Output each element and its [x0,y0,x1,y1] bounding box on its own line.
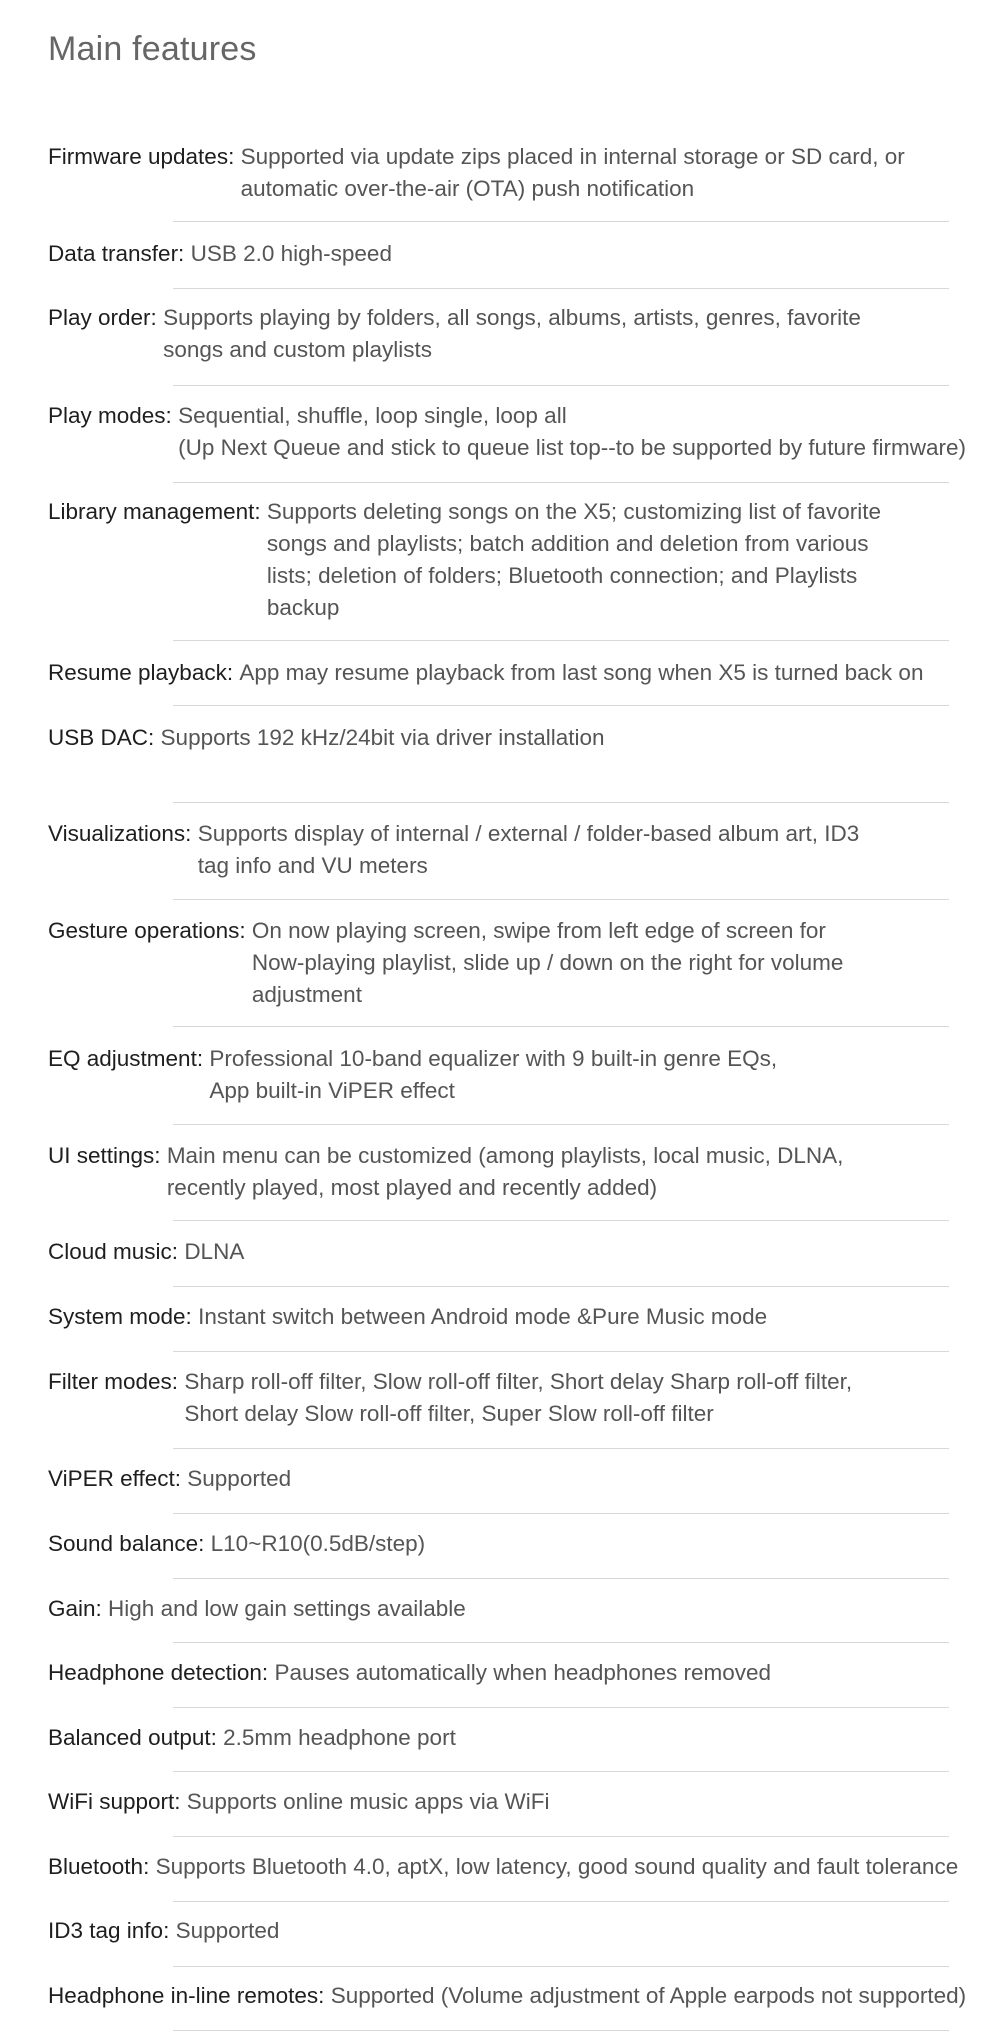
feature-label: Play order: [48,305,157,330]
feature-value-line: songs and custom playlists [163,337,432,362]
divider [173,802,949,803]
feature-label: Cloud music: [48,1239,179,1264]
divider [173,1836,949,1837]
feature-label: ID3 tag info: [48,1918,170,1943]
feature-label: Library management: [48,499,261,524]
feature-label: Firmware updates: [48,144,235,169]
feature-label: Gesture operations: [48,918,246,943]
feature-item [48,400,988,464]
feature-value-line: Sharp roll-off filter, Slow roll-off filter, Short delay Sharp roll-off filter, [184,1369,853,1394]
feature-item [48,1140,988,1204]
feature-value-line: Main menu can be customized (among playlists, local music, DLNA, [166,1143,844,1168]
feature-item [48,141,988,205]
feature-value-line: Sequential, shuffle, loop single, loop all [178,403,567,428]
feature-label: Data transfer: [48,241,185,266]
feature-label: Resume playback: [48,660,234,685]
feature-value-line: recently played, most played and recently added) [166,1175,658,1200]
divider [173,899,949,900]
divider [173,385,949,386]
feature-value-line: USB 2.0 high-speed [190,241,392,266]
feature-item [48,1043,988,1107]
divider [173,1286,949,1287]
feature-item [48,915,988,1011]
feature-item [48,1722,988,1754]
feature-value-line: Supports Bluetooth 4.0, aptX, low latency, good sound quality and fault tolerance [155,1854,959,1879]
divider [173,640,949,641]
feature-value-line: Instant switch between Android mode &Pure Music mode [198,1304,768,1329]
feature-value-line: DLNA [184,1239,245,1264]
feature-value-line: adjustment [251,982,362,1007]
feature-value-line: Now-playing playlist, slide up / down on the right for volume [251,950,844,975]
divider [173,1124,949,1125]
divider [173,1513,949,1514]
feature-item [48,1593,988,1625]
divider [173,221,949,222]
feature-item [48,818,988,882]
feature-value-line: (Up Next Queue and stick to queue list top--to be supported by future firmware) [178,435,966,460]
divider [173,1707,949,1708]
divider [173,705,949,706]
feature-label: Visualizations: [48,821,192,846]
feature-value-line: App may resume playback from last song when X5 is turned back on [239,660,924,685]
feature-item [48,1980,988,2012]
feature-value-line: songs and playlists; batch addition and deletion from various [266,531,869,556]
divider [173,2030,949,2031]
feature-label: UI settings: [48,1143,161,1168]
feature-value-line: Short delay Slow roll-off filter, Super Slow roll-off filter [184,1401,714,1426]
feature-value-line: automatic over-the-air (OTA) push notification [240,176,695,201]
feature-item [48,1236,988,1268]
feature-value-line: Supported [187,1466,292,1491]
divider [173,1966,949,1967]
divider [173,1220,949,1221]
feature-value-line: L10~R10(0.5dB/step) [210,1531,426,1556]
feature-item [48,1915,988,1947]
feature-label: Bluetooth: [48,1854,150,1879]
feature-item [48,1528,988,1560]
divider [173,288,949,289]
divider [173,1351,949,1352]
feature-label: WiFi support: [48,1789,181,1814]
feature-item [48,1851,988,1883]
feature-item [48,1463,988,1495]
feature-value-line: App built-in ViPER effect [209,1078,455,1103]
feature-item [48,722,988,754]
feature-value-line: Supported via update zips placed in internal storage or SD card, or [240,144,905,169]
feature-value-line: 2.5mm headphone port [223,1725,456,1750]
feature-value-line: Supports deleting songs on the X5; customizing list of favorite [266,499,881,524]
page-title: Main features [48,30,257,68]
feature-value-line: Supports online music apps via WiFi [186,1789,550,1814]
feature-label: Filter modes: [48,1369,179,1394]
feature-value-line: tag info and VU meters [197,853,428,878]
feature-label: EQ adjustment: [48,1046,204,1071]
feature-value-line: Supports 192 kHz/24bit via driver installation [160,725,605,750]
feature-value-line: backup [266,595,340,620]
divider [173,1901,949,1902]
feature-item [48,1786,988,1818]
feature-value-line: On now playing screen, swipe from left edge of screen for [251,918,826,943]
feature-label: Play modes: [48,403,172,428]
feature-label: System mode: [48,1304,192,1329]
feature-label: Balanced output: [48,1725,217,1750]
feature-item [48,496,988,624]
feature-value-line: Professional 10-band equalizer with 9 built-in genre EQs, [209,1046,778,1071]
feature-label: Gain: [48,1596,102,1621]
feature-value-line: Pauses automatically when headphones removed [274,1660,772,1685]
feature-label: Headphone in-line remotes: [48,1983,325,2008]
feature-value-line: Supports display of internal / external / folder-based album art, ID3 [197,821,860,846]
feature-item [48,1366,988,1430]
feature-value-line: Supports playing by folders, all songs, albums, artists, genres, favorite [163,305,861,330]
feature-item [48,238,988,270]
feature-item [48,1657,988,1689]
divider [173,1578,949,1579]
feature-item [48,302,988,366]
feature-label: ViPER effect: [48,1466,181,1491]
divider [173,1771,949,1772]
feature-value-line: lists; deletion of folders; Bluetooth connection; and Playlists [266,563,858,588]
feature-item [48,657,988,689]
feature-value-line: High and low gain settings available [108,1596,466,1621]
feature-item [48,1301,988,1333]
divider [173,1448,949,1449]
feature-value-line: Supported (Volume adjustment of Apple earpods not supported) [330,1983,967,2008]
feature-label: Sound balance: [48,1531,205,1556]
feature-label: Headphone detection: [48,1660,269,1685]
divider [173,1026,949,1027]
feature-label: USB DAC: [48,725,155,750]
divider [173,1642,949,1643]
divider [173,482,949,483]
feature-value-line: Supported [175,1918,280,1943]
